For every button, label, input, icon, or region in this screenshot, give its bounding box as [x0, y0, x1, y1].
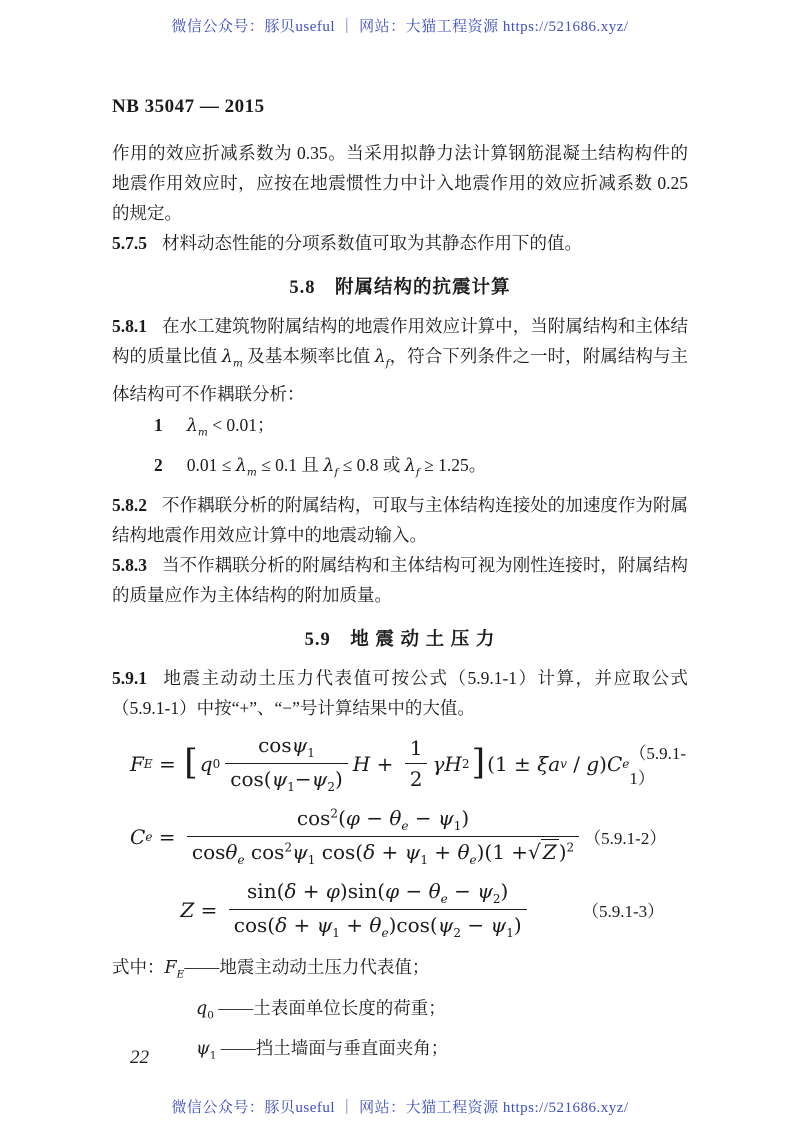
clause-5-8-3	[112, 550, 688, 610]
definition-line	[112, 992, 688, 1033]
definition-text: ——地震主动动土压力代表值；	[184, 957, 430, 978]
clause-number: 5.8.3	[112, 554, 147, 575]
clause-text: 在水工建筑物附属结构的地震作用效应计算中，当附属结构和主体结构的质量比值	[112, 316, 688, 366]
clause-text: ，符合下列条件之一时，附属结构与主体结构可不作耦联分析：	[112, 346, 689, 404]
formula-FE: F E = [ q 0 $\frac{\cos\psi_1}{\cos(\psi_1-\psi_2)}$ H + $\frac{1}{2}$ γ H 2 ] (1 ± ξ a v / g ) C e	[130, 732, 630, 795]
equation-number: （5.9.1-1）	[629, 743, 687, 788]
symbol-lambda-f: $\lambda_f$	[374, 347, 390, 370]
item-text: ≤ 0.8 或	[338, 455, 405, 475]
formula-Ce: C e = $\frac{\cos^2(\varphi - \theta_e - \psi_1)}{\cos\theta_e \cos^2\psi_1 \cos(\delta + \psi_1 + \theta_e)(1 +√ Z )^2}$	[130, 805, 584, 869]
definition-text: ——土表面单位长度的荷重；	[213, 997, 446, 1018]
clause-text: 材料动态性能的分项系数值可取为其静态作用下的值。	[162, 233, 582, 253]
standard-code: NB 35047 — 2015	[112, 96, 265, 117]
clause-number: 5.8.1	[112, 316, 147, 336]
symbol-lambda-f: $\lambda_f$	[323, 456, 339, 479]
symbol-lambda-f: $\lambda_f$	[404, 456, 420, 479]
paragraph-continuation: 作用的效应折减系数为 0.35。当采用拟静力法计算钢筋混凝土结构构件的地震作用效应时，应按在地震惯性力中计入地震作用的效应折减系数 0.25 的规定。	[112, 143, 688, 223]
page-number: 22	[130, 1047, 149, 1068]
clause-5-8-1	[112, 311, 688, 409]
clause-text: 不作耦联分析的附属结构，可取与主体结构连接处的加速度作为附属结构地震作用效应计算中的地震动输入。	[112, 494, 688, 545]
symbol-lambda-m: $\lambda_m$	[186, 415, 208, 438]
clause-number: 5.7.5	[112, 233, 147, 253]
definition-line	[112, 1032, 688, 1073]
page-content	[0, 96, 800, 1073]
symbol-psi1: $\psi_1$	[196, 1039, 217, 1062]
clause-text: 及基本频率比值	[242, 346, 375, 366]
item-text: ≥ 1.25。	[419, 455, 487, 475]
equation-5-9-1-2	[130, 805, 688, 869]
site-link[interactable]: https://521686.xyz/	[502, 1100, 629, 1116]
item-text: < 0.01；	[207, 414, 275, 435]
site-link[interactable]: https://521686.xyz/	[502, 19, 629, 35]
item-text: 0.01 ≤	[186, 455, 236, 475]
definition-line	[112, 951, 688, 992]
clause-number: 5.9.1	[112, 667, 147, 688]
section-heading-5-9: 5.9 地 震 动 土 压 力	[304, 629, 496, 650]
equation-number: （5.9.1-3）	[582, 902, 665, 922]
where-label: 式中：	[112, 957, 165, 978]
clause-5-8-2	[112, 490, 688, 550]
equation-number: （5.9.1-2）	[584, 829, 667, 849]
formula-Z: Z = $\frac{\sin(\delta + \varphi)\sin(\varphi - \theta_e - \psi_2)}{\cos(\delta + \psi_1 + \theta_e)\cos(\psi_2 - \psi_1)}$	[130, 878, 582, 942]
clause-number: 5.8.2	[112, 494, 147, 515]
banner-text: 微信公众号：豚贝useful ｜ 网站：大猫工程资源	[171, 19, 503, 35]
clause-5-9-1	[112, 663, 688, 723]
condition-item-2	[154, 449, 688, 490]
equation-5-9-1-1	[130, 732, 688, 796]
symbol-q0: $q_0$	[196, 998, 214, 1022]
definition-text: ——挡土墙面与垂直面夹角；	[216, 1038, 449, 1059]
item-number: 1	[154, 414, 163, 435]
symbol-lambda-m: $\lambda_m$	[221, 347, 243, 370]
symbol-definitions	[112, 951, 688, 1073]
clause-text: 当不作耦联分析的附属结构和主体结构可视为刚性连接时，附属结构的质量应作为主体结构的附加质量。	[112, 554, 688, 605]
watermark-banner-top	[0, 0, 800, 36]
clause-5-7-5	[112, 228, 688, 258]
symbol-lambda-m: $\lambda_m$	[235, 456, 257, 479]
watermark-banner-bottom	[0, 1096, 800, 1117]
banner-text: 微信公众号：豚贝useful ｜ 网站：大猫工程资源	[171, 1100, 503, 1116]
item-text: ≤ 0.1 且	[256, 455, 324, 475]
section-heading-5-8: 5.8 附属结构的抗震计算	[289, 278, 511, 298]
clause-text: 地震主动动土压力代表值可按公式（5.9.1-1）计算，并应取公式（5.9.1-1）中按“+”、“−”号计算结果中的大值。	[112, 667, 688, 718]
equation-5-9-1-3	[130, 878, 688, 942]
condition-item-1	[154, 409, 688, 450]
item-number: 2	[154, 455, 163, 475]
symbol-FE: $F_E$	[164, 958, 185, 981]
